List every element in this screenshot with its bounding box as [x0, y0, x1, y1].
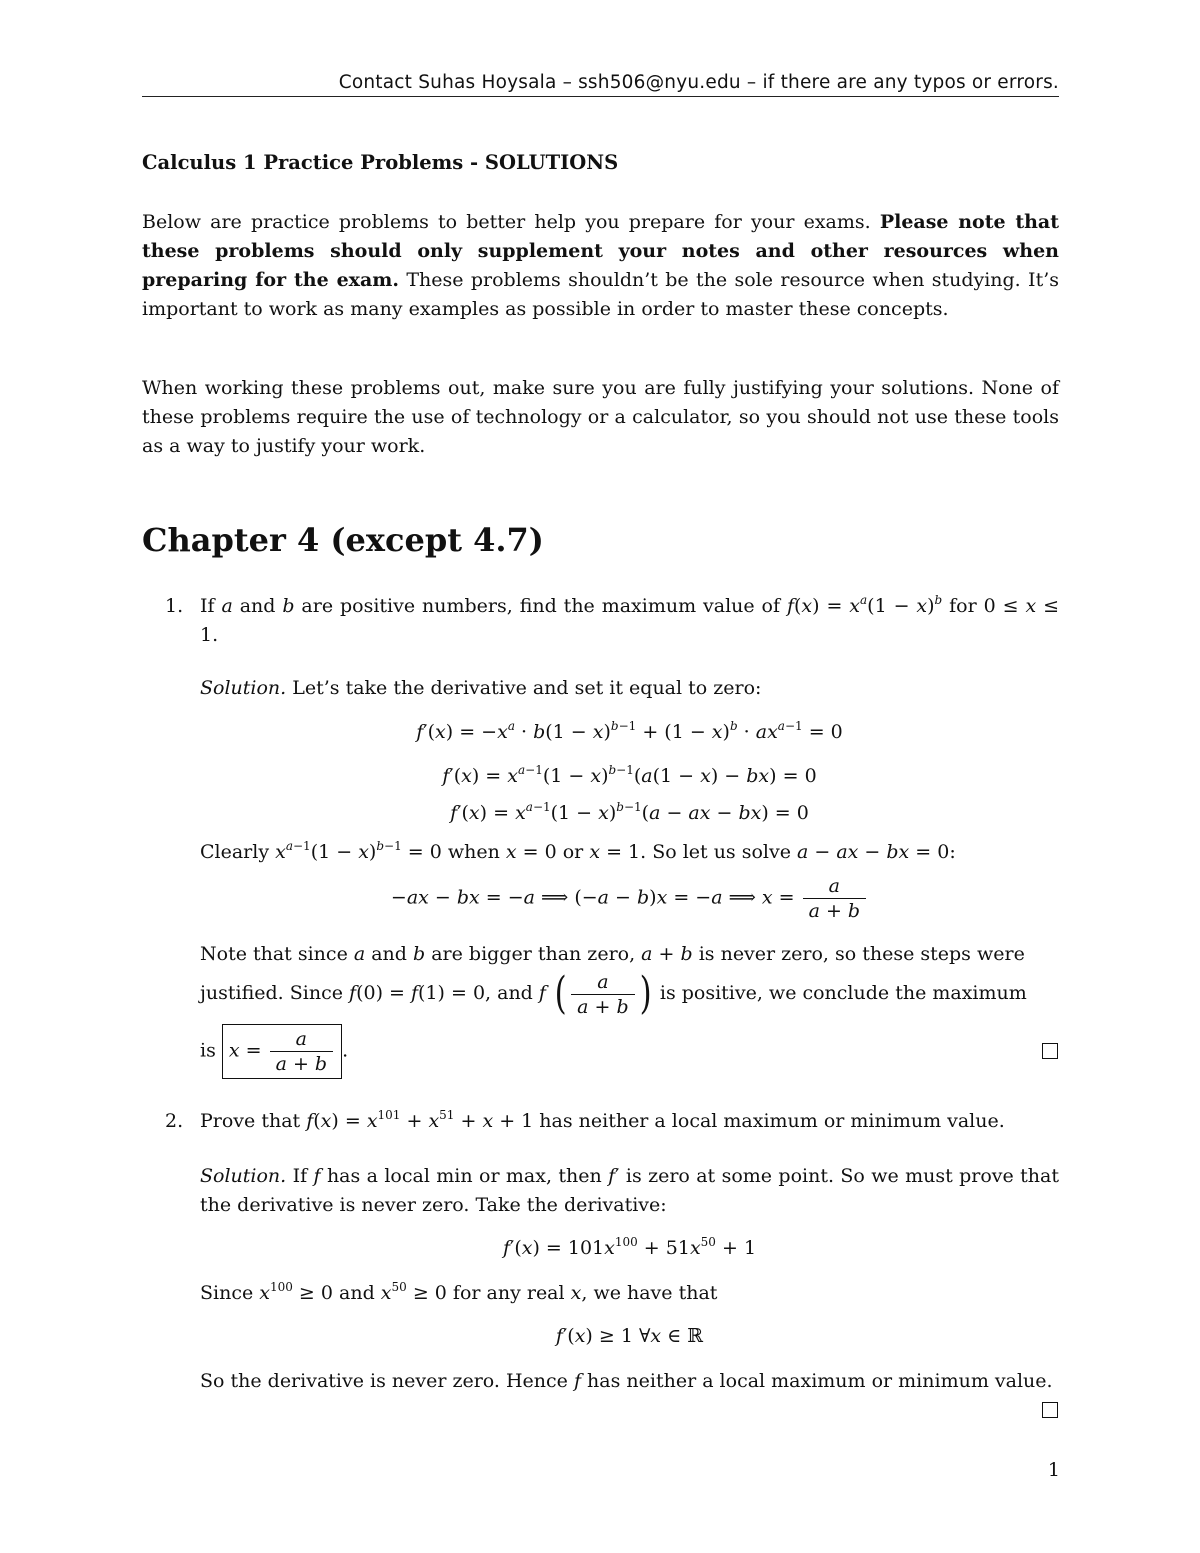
critical-points-text: Clearly $x^{a-1}(1 - x)^{b-1} = 0$ when x = 0 or x = 1. So let us solve a − ax − bx = 0: [200, 839, 956, 863]
intro-paragraph-2: When working these problems out, make sure you are fully justifying your solutions. None of these problems require the use of technology or a calculator, so you should not use these tools as a way to justify your work. [142, 377, 1059, 457]
justification-text: Note that since a and b are bigger than zero, a + b is never zero, so these steps were [200, 943, 1025, 965]
problem-1-statement: If a and b are positive numbers, find the maximum value of $f(x) = x^a(1 - x)^b$ for 0 ≤ x ≤ 1. [200, 593, 1059, 646]
equation-derivative-1: $f'(x) = -x^a \cdot b(1 - x)^{b-1} + (1 - x)^b \cdot ax^{a-1} = 0$ [416, 719, 843, 743]
boxed-answer-line: is x = $\frac{a}{a + b}$ . [200, 1024, 1059, 1079]
equation-derivative-p2: $f'(x) = 101x^{100} + 51x^{50} + 1$ [502, 1235, 757, 1259]
problem-2-statement: Prove that $f(x) = x^{101} + x^{51} + x + 1$ has neither a local maximum or minimum value. [200, 1108, 1005, 1132]
justification-text-2: justified. Since f(0) = f(1) = 0, and f ( $\frac{a}{a + b}$ ) is positive, we conclude the maximum [200, 968, 1027, 1019]
nonnegative-text: Since $x^{100} \ge 0$ and $x^{50} \ge 0$ for any real x, we have that [200, 1280, 718, 1304]
intro-emphasis: Please note that these problems should only supplement your notes and other resources when preparing for the exam. [142, 211, 1059, 291]
intro-text-2: These problems shouldn’t be the sole resource when studying. It’s important to work as many examples as possible in order to master these concepts. [142, 269, 1059, 320]
problem-1-number: 1. [165, 595, 184, 617]
boxed-answer: x = $\frac{a}{a + b}$ [222, 1024, 342, 1079]
intro-text-1: Below are practice problems to better help you prepare for your exams. [142, 211, 880, 233]
problem-1-solution-intro [200, 674, 1059, 703]
intro-paragraph-1 [142, 208, 1059, 324]
document-title: Calculus 1 Practice Problems - SOLUTIONS [142, 151, 619, 174]
page-header: Contact Suhas Hoysala – ssh506@nyu.edu – if there are any typos or errors. [338, 72, 1059, 93]
qed-square-icon-2 [1042, 1402, 1058, 1418]
equation-derivative-2: $f'(x) = x^{a-1}(1 - x)^{b-1}(a(1 - x) - bx) = 0$ [442, 763, 817, 787]
problem-2-solution-intro: Solution. If f has a local min or max, then f′ is zero at some point. So we must prove that the derivative is never zero. Take the derivative: [200, 1165, 1060, 1216]
fraction-a-over-a-plus-b: $\frac{a}{a + b}$ [803, 874, 867, 923]
equation-solve-x: −ax − bx = −a ⟹ (−a − b)x = −a ⟹ x = $\frac{a}{a + b}$ [200, 874, 1059, 923]
problem-2-conclusion: So the derivative is never zero. Hence f has neither a local maximum or minimum value. [200, 1370, 1053, 1392]
page-number: 1 [1047, 1459, 1060, 1481]
problem-2-number: 2. [165, 1110, 184, 1132]
qed-square-icon [1042, 1043, 1058, 1059]
chapter-heading: Chapter 4 (except 4.7) [142, 521, 544, 559]
equation-inequality: f′(x) ≥ 1 ∀x ∈ ℝ [555, 1325, 704, 1347]
equation-derivative-3: $f'(x) = x^{a-1}(1 - x)^{b-1}(a$ − ax − bx) = 0 [450, 800, 809, 824]
solution-text: Let’s take the derivative and set it equal to zero: [292, 677, 762, 699]
solution-label: Solution. [200, 677, 287, 699]
header-rule [142, 96, 1059, 97]
solution-label-2: Solution. [200, 1165, 287, 1187]
